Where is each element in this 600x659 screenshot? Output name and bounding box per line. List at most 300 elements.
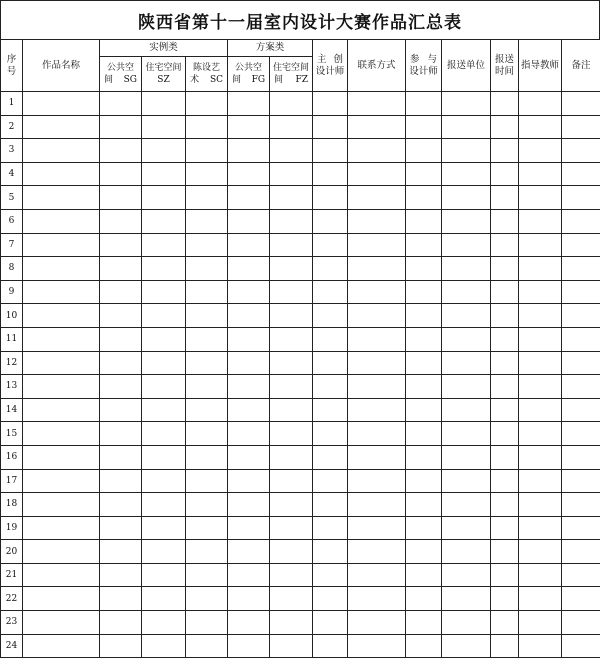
entry-cell[interactable] [491,469,519,493]
entry-cell[interactable] [313,587,348,611]
entry-cell[interactable] [519,587,562,611]
entry-cell[interactable] [228,469,270,493]
entry-cell[interactable] [491,327,519,351]
entry-cell[interactable] [142,257,186,281]
entry-cell[interactable] [228,375,270,399]
entry-cell[interactable] [348,493,406,517]
entry-cell[interactable] [270,587,313,611]
entry-cell[interactable] [406,540,442,564]
entry-cell[interactable] [313,445,348,469]
entry-cell[interactable] [100,186,142,210]
entry-cell[interactable] [348,375,406,399]
entry-cell[interactable] [348,186,406,210]
entry-cell[interactable] [491,186,519,210]
entry-cell[interactable] [406,351,442,375]
entry-cell[interactable] [23,186,100,210]
entry-cell[interactable] [519,186,562,210]
entry-cell[interactable] [142,115,186,139]
entry-cell[interactable] [313,422,348,446]
entry-cell[interactable] [519,115,562,139]
entry-cell[interactable] [562,398,600,422]
entry-cell[interactable] [491,611,519,635]
entry-cell[interactable] [491,351,519,375]
entry-cell[interactable] [406,162,442,186]
entry-cell[interactable] [313,375,348,399]
entry-cell[interactable] [442,233,491,257]
entry-cell[interactable] [491,162,519,186]
entry-cell[interactable] [23,422,100,446]
entry-cell[interactable] [519,445,562,469]
entry-cell[interactable] [562,634,600,658]
entry-cell[interactable] [23,493,100,517]
entry-cell[interactable] [519,162,562,186]
entry-cell[interactable] [491,587,519,611]
entry-cell[interactable] [406,469,442,493]
entry-cell[interactable] [519,304,562,328]
entry-cell[interactable] [228,422,270,446]
entry-cell[interactable] [442,611,491,635]
entry-cell[interactable] [186,540,228,564]
entry-cell[interactable] [406,233,442,257]
entry-cell[interactable] [406,445,442,469]
entry-cell[interactable] [23,587,100,611]
entry-cell[interactable] [348,398,406,422]
entry-cell[interactable] [142,611,186,635]
entry-cell[interactable] [313,233,348,257]
entry-cell[interactable] [519,139,562,163]
entry-cell[interactable] [562,327,600,351]
entry-cell[interactable] [442,422,491,446]
entry-cell[interactable] [442,327,491,351]
entry-cell[interactable] [442,516,491,540]
entry-cell[interactable] [100,634,142,658]
entry-cell[interactable] [519,540,562,564]
entry-cell[interactable] [100,422,142,446]
entry-cell[interactable] [348,516,406,540]
entry-cell[interactable] [348,162,406,186]
entry-cell[interactable] [100,493,142,517]
entry-cell[interactable] [142,186,186,210]
entry-cell[interactable] [562,351,600,375]
entry-cell[interactable] [23,469,100,493]
entry-cell[interactable] [313,304,348,328]
entry-cell[interactable] [270,563,313,587]
entry-cell[interactable] [228,92,270,116]
entry-cell[interactable] [23,139,100,163]
entry-cell[interactable] [442,398,491,422]
entry-cell[interactable] [442,493,491,517]
entry-cell[interactable] [491,115,519,139]
entry-cell[interactable] [270,257,313,281]
entry-cell[interactable] [142,516,186,540]
entry-cell[interactable] [562,139,600,163]
entry-cell[interactable] [491,493,519,517]
entry-cell[interactable] [313,493,348,517]
entry-cell[interactable] [491,445,519,469]
entry-cell[interactable] [491,634,519,658]
entry-cell[interactable] [270,92,313,116]
entry-cell[interactable] [491,398,519,422]
entry-cell[interactable] [406,611,442,635]
entry-cell[interactable] [228,587,270,611]
entry-cell[interactable] [491,233,519,257]
entry-cell[interactable] [562,375,600,399]
entry-cell[interactable] [186,209,228,233]
entry-cell[interactable] [186,233,228,257]
entry-cell[interactable] [406,398,442,422]
entry-cell[interactable] [186,422,228,446]
entry-cell[interactable] [348,115,406,139]
entry-cell[interactable] [348,422,406,446]
entry-cell[interactable] [100,540,142,564]
entry-cell[interactable] [23,634,100,658]
entry-cell[interactable] [562,233,600,257]
entry-cell[interactable] [186,280,228,304]
entry-cell[interactable] [313,634,348,658]
entry-cell[interactable] [348,563,406,587]
entry-cell[interactable] [23,162,100,186]
entry-cell[interactable] [142,469,186,493]
entry-cell[interactable] [23,351,100,375]
entry-cell[interactable] [270,186,313,210]
entry-cell[interactable] [519,516,562,540]
entry-cell[interactable] [313,469,348,493]
entry-cell[interactable] [406,257,442,281]
entry-cell[interactable] [491,563,519,587]
entry-cell[interactable] [23,280,100,304]
entry-cell[interactable] [442,139,491,163]
entry-cell[interactable] [442,587,491,611]
entry-cell[interactable] [442,280,491,304]
entry-cell[interactable] [270,398,313,422]
entry-cell[interactable] [519,257,562,281]
entry-cell[interactable] [142,280,186,304]
entry-cell[interactable] [562,115,600,139]
entry-cell[interactable] [491,92,519,116]
entry-cell[interactable] [562,540,600,564]
entry-cell[interactable] [348,257,406,281]
entry-cell[interactable] [406,92,442,116]
entry-cell[interactable] [23,540,100,564]
entry-cell[interactable] [228,257,270,281]
entry-cell[interactable] [406,115,442,139]
entry-cell[interactable] [442,115,491,139]
entry-cell[interactable] [142,351,186,375]
entry-cell[interactable] [100,327,142,351]
entry-cell[interactable] [348,634,406,658]
entry-cell[interactable] [519,351,562,375]
entry-cell[interactable] [442,92,491,116]
entry-cell[interactable] [270,351,313,375]
entry-cell[interactable] [491,304,519,328]
entry-cell[interactable] [348,92,406,116]
entry-cell[interactable] [186,516,228,540]
entry-cell[interactable] [491,540,519,564]
entry-cell[interactable] [270,516,313,540]
entry-cell[interactable] [519,563,562,587]
entry-cell[interactable] [270,304,313,328]
entry-cell[interactable] [348,611,406,635]
entry-cell[interactable] [228,209,270,233]
entry-cell[interactable] [562,304,600,328]
entry-cell[interactable] [313,327,348,351]
entry-cell[interactable] [562,493,600,517]
entry-cell[interactable] [100,445,142,469]
entry-cell[interactable] [100,209,142,233]
entry-cell[interactable] [142,304,186,328]
entry-cell[interactable] [23,304,100,328]
entry-cell[interactable] [270,493,313,517]
entry-cell[interactable] [406,139,442,163]
entry-cell[interactable] [562,611,600,635]
entry-cell[interactable] [519,493,562,517]
entry-cell[interactable] [228,445,270,469]
entry-cell[interactable] [228,304,270,328]
entry-cell[interactable] [348,469,406,493]
entry-cell[interactable] [348,209,406,233]
entry-cell[interactable] [142,139,186,163]
entry-cell[interactable] [442,469,491,493]
entry-cell[interactable] [270,233,313,257]
entry-cell[interactable] [491,516,519,540]
entry-cell[interactable] [406,516,442,540]
entry-cell[interactable] [100,257,142,281]
entry-cell[interactable] [442,540,491,564]
entry-cell[interactable] [562,587,600,611]
entry-cell[interactable] [142,327,186,351]
entry-cell[interactable] [186,611,228,635]
entry-cell[interactable] [562,162,600,186]
entry-cell[interactable] [442,257,491,281]
entry-cell[interactable] [406,422,442,446]
entry-cell[interactable] [562,92,600,116]
entry-cell[interactable] [186,257,228,281]
entry-cell[interactable] [313,92,348,116]
entry-cell[interactable] [491,422,519,446]
entry-cell[interactable] [100,92,142,116]
entry-cell[interactable] [442,209,491,233]
entry-cell[interactable] [562,257,600,281]
entry-cell[interactable] [186,327,228,351]
entry-cell[interactable] [23,445,100,469]
entry-cell[interactable] [406,280,442,304]
entry-cell[interactable] [186,634,228,658]
entry-cell[interactable] [519,327,562,351]
entry-cell[interactable] [270,634,313,658]
entry-cell[interactable] [562,469,600,493]
entry-cell[interactable] [228,139,270,163]
entry-cell[interactable] [348,351,406,375]
entry-cell[interactable] [142,587,186,611]
entry-cell[interactable] [406,375,442,399]
entry-cell[interactable] [100,516,142,540]
entry-cell[interactable] [100,139,142,163]
entry-cell[interactable] [270,139,313,163]
entry-cell[interactable] [406,634,442,658]
entry-cell[interactable] [406,327,442,351]
entry-cell[interactable] [100,304,142,328]
entry-cell[interactable] [186,587,228,611]
entry-cell[interactable] [348,233,406,257]
entry-cell[interactable] [186,469,228,493]
entry-cell[interactable] [406,209,442,233]
entry-cell[interactable] [142,422,186,446]
entry-cell[interactable] [442,186,491,210]
entry-cell[interactable] [23,327,100,351]
entry-cell[interactable] [228,611,270,635]
entry-cell[interactable] [270,280,313,304]
entry-cell[interactable] [313,563,348,587]
entry-cell[interactable] [186,493,228,517]
entry-cell[interactable] [313,209,348,233]
entry-cell[interactable] [100,162,142,186]
entry-cell[interactable] [270,115,313,139]
entry-cell[interactable] [491,257,519,281]
entry-cell[interactable] [491,139,519,163]
entry-cell[interactable] [406,563,442,587]
entry-cell[interactable] [100,351,142,375]
entry-cell[interactable] [519,233,562,257]
entry-cell[interactable] [519,422,562,446]
entry-cell[interactable] [23,375,100,399]
entry-cell[interactable] [491,280,519,304]
entry-cell[interactable] [100,280,142,304]
entry-cell[interactable] [442,563,491,587]
entry-cell[interactable] [228,280,270,304]
entry-cell[interactable] [186,351,228,375]
entry-cell[interactable] [186,186,228,210]
entry-cell[interactable] [519,280,562,304]
entry-cell[interactable] [100,611,142,635]
entry-cell[interactable] [562,209,600,233]
entry-cell[interactable] [519,92,562,116]
entry-cell[interactable] [228,351,270,375]
entry-cell[interactable] [228,115,270,139]
entry-cell[interactable] [519,634,562,658]
entry-cell[interactable] [313,516,348,540]
entry-cell[interactable] [348,139,406,163]
entry-cell[interactable] [186,139,228,163]
entry-cell[interactable] [313,351,348,375]
entry-cell[interactable] [348,280,406,304]
entry-cell[interactable] [442,162,491,186]
entry-cell[interactable] [186,304,228,328]
entry-cell[interactable] [186,115,228,139]
entry-cell[interactable] [142,634,186,658]
entry-cell[interactable] [562,563,600,587]
entry-cell[interactable] [228,540,270,564]
entry-cell[interactable] [228,493,270,517]
entry-cell[interactable] [142,398,186,422]
entry-cell[interactable] [100,469,142,493]
entry-cell[interactable] [313,398,348,422]
entry-cell[interactable] [270,209,313,233]
entry-cell[interactable] [406,186,442,210]
entry-cell[interactable] [313,611,348,635]
entry-cell[interactable] [442,375,491,399]
entry-cell[interactable] [562,186,600,210]
entry-cell[interactable] [562,516,600,540]
entry-cell[interactable] [270,469,313,493]
entry-cell[interactable] [313,280,348,304]
entry-cell[interactable] [562,422,600,446]
entry-cell[interactable] [348,445,406,469]
entry-cell[interactable] [142,92,186,116]
entry-cell[interactable] [228,162,270,186]
entry-cell[interactable] [23,516,100,540]
entry-cell[interactable] [519,209,562,233]
entry-cell[interactable] [142,162,186,186]
entry-cell[interactable] [100,587,142,611]
entry-cell[interactable] [519,611,562,635]
entry-cell[interactable] [519,469,562,493]
entry-cell[interactable] [186,398,228,422]
entry-cell[interactable] [270,162,313,186]
entry-cell[interactable] [23,563,100,587]
entry-cell[interactable] [228,327,270,351]
entry-cell[interactable] [313,115,348,139]
entry-cell[interactable] [142,209,186,233]
entry-cell[interactable] [491,375,519,399]
entry-cell[interactable] [186,445,228,469]
entry-cell[interactable] [186,162,228,186]
entry-cell[interactable] [270,375,313,399]
entry-cell[interactable] [562,445,600,469]
entry-cell[interactable] [313,257,348,281]
entry-cell[interactable] [562,280,600,304]
entry-cell[interactable] [142,540,186,564]
entry-cell[interactable] [100,563,142,587]
entry-cell[interactable] [270,540,313,564]
entry-cell[interactable] [348,587,406,611]
entry-cell[interactable] [270,327,313,351]
entry-cell[interactable] [228,516,270,540]
entry-cell[interactable] [313,186,348,210]
entry-cell[interactable] [270,422,313,446]
entry-cell[interactable] [228,563,270,587]
entry-cell[interactable] [100,375,142,399]
entry-cell[interactable] [186,92,228,116]
entry-cell[interactable] [442,445,491,469]
entry-cell[interactable] [23,257,100,281]
entry-cell[interactable] [348,327,406,351]
entry-cell[interactable] [100,398,142,422]
entry-cell[interactable] [442,351,491,375]
entry-cell[interactable] [142,233,186,257]
entry-cell[interactable] [23,209,100,233]
entry-cell[interactable] [186,563,228,587]
entry-cell[interactable] [228,634,270,658]
entry-cell[interactable] [313,139,348,163]
entry-cell[interactable] [313,162,348,186]
entry-cell[interactable] [348,304,406,328]
entry-cell[interactable] [142,493,186,517]
entry-cell[interactable] [23,115,100,139]
entry-cell[interactable] [142,375,186,399]
entry-cell[interactable] [519,375,562,399]
entry-cell[interactable] [313,540,348,564]
entry-cell[interactable] [348,540,406,564]
entry-cell[interactable] [142,445,186,469]
entry-cell[interactable] [270,611,313,635]
entry-cell[interactable] [270,445,313,469]
entry-cell[interactable] [186,375,228,399]
entry-cell[interactable] [442,634,491,658]
entry-cell[interactable] [142,563,186,587]
entry-cell[interactable] [491,209,519,233]
entry-cell[interactable] [23,398,100,422]
entry-cell[interactable] [442,304,491,328]
